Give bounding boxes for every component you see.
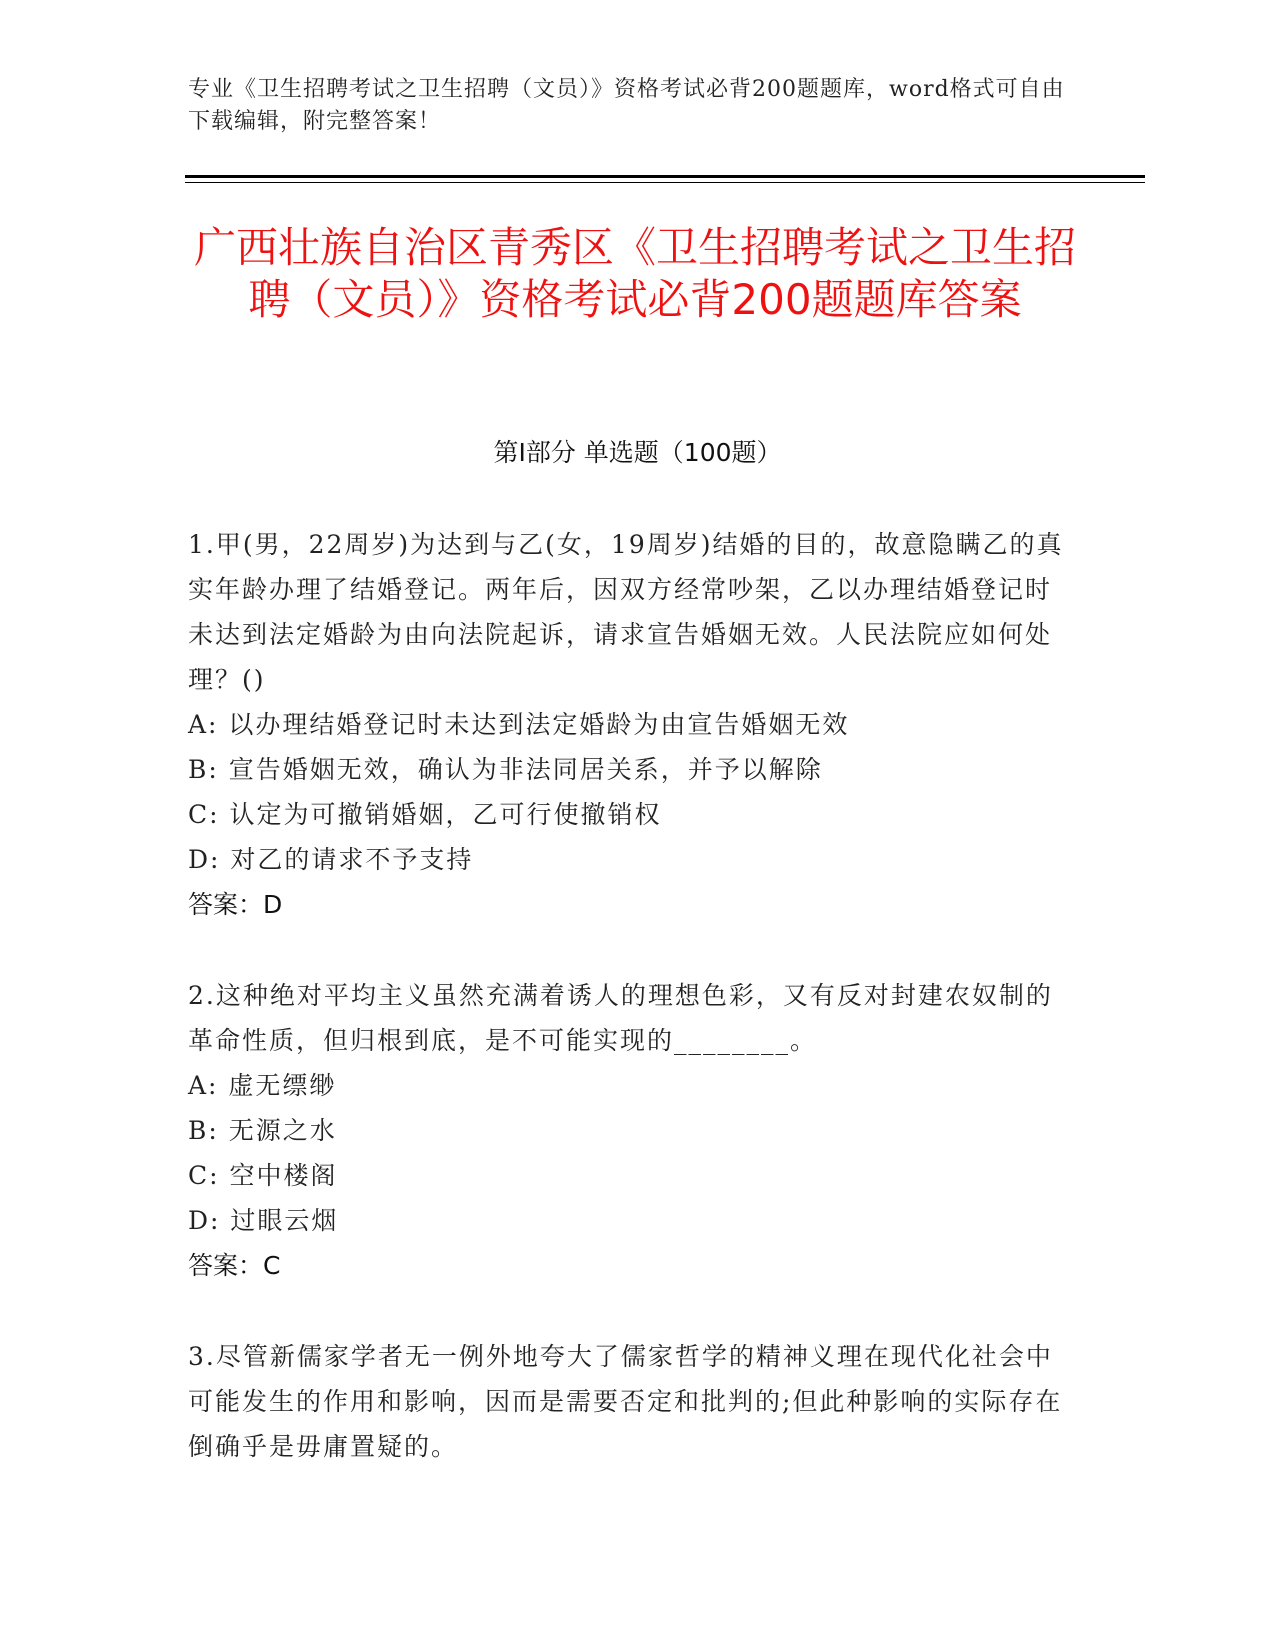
option-b: B: 无源之水 <box>188 1116 337 1145</box>
option-b: B: 宣告婚姻无效，确认为非法同居关系，并予以解除 <box>188 755 823 784</box>
section-heading: 第I部分 单选题（100题） <box>493 438 782 467</box>
header-note: 专业《卫生招聘考试之卫生招聘（文员）》资格考试必背200题题库，word格式可自由下载编辑，附完整答案！ <box>188 77 1065 134</box>
question-item <box>188 973 1078 1288</box>
option-d: D: 对乙的请求不予支持 <box>188 845 474 874</box>
option-a: A: 虚无缥缈 <box>188 1071 337 1100</box>
header-rule-thin <box>185 182 1145 183</box>
question-item <box>188 522 1078 927</box>
option-d: D: 过眼云烟 <box>188 1206 339 1235</box>
header-rule-thick <box>185 175 1145 178</box>
question-list <box>188 522 1078 1515</box>
option-c: C: 空中楼阁 <box>188 1161 338 1190</box>
question-stem: 1.甲(男，22周岁)为达到与乙(女，19周岁)结婚的目的，故意隐瞒乙的真实年龄办理了结婚登记。两年后，因双方经常吵架，乙以办理结婚登记时未达到法定婚龄为由向法院起诉，请求宣告婚姻无效。人民法院应如何处理？() <box>188 530 1064 694</box>
option-c: C: 认定为可撤销婚姻，乙可行使撤销权 <box>188 800 662 829</box>
document-title: 广西壮族自治区青秀区《卫生招聘考试之卫生招聘（文员）》资格考试必背200题题库答案 <box>193 223 1076 324</box>
question-item <box>188 1334 1078 1469</box>
question-stem: 2.这种绝对平均主义虽然充满着诱人的理想色彩，又有反对封建农奴制的革命性质，但归根到底，是不可能实现的________。 <box>188 981 1053 1055</box>
answer-line: 答案：C <box>188 1251 281 1280</box>
option-a: A: 以办理结婚登记时未达到法定婚龄为由宣告婚姻无效 <box>188 710 850 739</box>
answer-line: 答案：D <box>188 890 283 919</box>
question-stem: 3.尽管新儒家学者无一例外地夸大了儒家哲学的精神义理在现代化社会中可能发生的作用和影响，因而是需要否定和批判的;但此种影响的实际存在倒确乎是毋庸置疑的。 <box>188 1342 1063 1461</box>
